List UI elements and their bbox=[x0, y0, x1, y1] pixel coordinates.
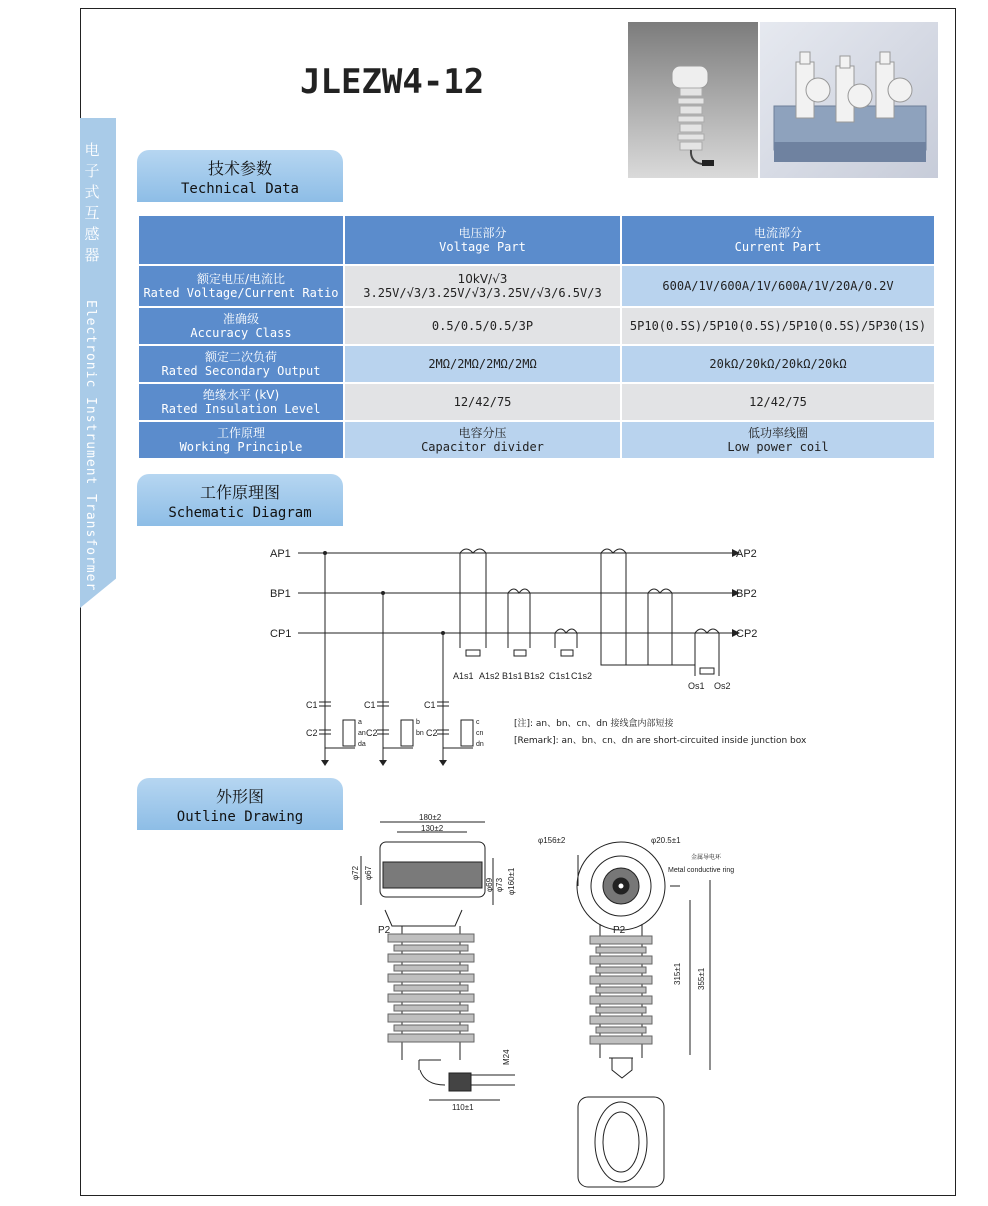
dim-label: φ67 bbox=[364, 865, 373, 880]
schematic-note-cn: [注]: an、bn、cn、dn 接线盒内部短接 bbox=[514, 719, 674, 729]
row-label: 绝缘水平 (kV) Rated Insulation Level bbox=[138, 383, 344, 421]
dim-label: φ69 bbox=[485, 877, 494, 892]
dim-label: φ72 bbox=[351, 865, 360, 880]
voltage-cell: 2MΩ/2MΩ/2MΩ/2MΩ bbox=[344, 345, 621, 383]
sidebar-en-label: Electronic Instrument Transformer bbox=[83, 300, 98, 592]
cap-label: C1 bbox=[306, 700, 318, 710]
section-technical-data: 技术参数 Technical Data bbox=[137, 150, 343, 202]
terminal-label: B1s2 bbox=[524, 671, 545, 681]
svg-text:c: c bbox=[476, 719, 480, 726]
dim-label: φ73 bbox=[495, 877, 504, 892]
voltage-cell: 电容分压 Capacitor divider bbox=[344, 421, 621, 459]
outline-side-sheds bbox=[388, 934, 474, 1042]
input-BP1: BP1 bbox=[270, 588, 291, 600]
sidebar-cn-label: 电 子 式 互 感 器 bbox=[84, 141, 100, 264]
outline-front-sheds bbox=[590, 936, 652, 1044]
dim-label: P2 bbox=[378, 925, 391, 936]
cap-label: C1 bbox=[364, 700, 376, 710]
dim-label: φ156±2 bbox=[538, 836, 566, 845]
terminal-label: A1s1 bbox=[453, 671, 474, 681]
svg-text:dn: dn bbox=[476, 741, 484, 748]
dim-label: φ160±1 bbox=[507, 867, 516, 895]
current-cell: 低功率线圈 Low power coil bbox=[621, 421, 935, 459]
dim-label: 355±1 bbox=[697, 967, 706, 990]
section-outline-drawing: 外形图 Outline Drawing bbox=[137, 778, 343, 830]
svg-text:a: a bbox=[358, 719, 362, 726]
dim-label: 315±1 bbox=[673, 962, 682, 985]
schematic-note-en: [Remark]: an、bn、cn、dn are short-circuited inside junction box bbox=[514, 736, 807, 746]
cap-label: C2 bbox=[366, 728, 378, 738]
cap-label: C1 bbox=[424, 700, 436, 710]
output-AP2: AP2 bbox=[736, 548, 757, 560]
current-cell: 20kΩ/20kΩ/20kΩ/20kΩ bbox=[621, 345, 935, 383]
dim-label: 180±2 bbox=[419, 813, 442, 822]
svg-text:an: an bbox=[358, 730, 366, 737]
row-label: 额定二次负荷 Rated Secondary Output bbox=[138, 345, 344, 383]
voltage-cell: 12/42/75 bbox=[344, 383, 621, 421]
input-AP1: AP1 bbox=[270, 548, 291, 560]
table-header-current: 电流部分 Current Part bbox=[621, 215, 935, 265]
terminal-label: B1s1 bbox=[502, 671, 523, 681]
dim-label: φ20.5±1 bbox=[651, 836, 681, 845]
dim-label: 130±2 bbox=[421, 824, 444, 833]
dim-label: P2 bbox=[613, 925, 626, 936]
svg-text:bn: bn bbox=[416, 730, 424, 737]
svg-text:b: b bbox=[416, 719, 420, 726]
dim-label: M24 bbox=[502, 1049, 511, 1065]
ring-label-cn: 金属导电环 bbox=[691, 855, 722, 861]
terminal-label: C1s2 bbox=[571, 671, 593, 681]
output-CP2: CP2 bbox=[736, 628, 758, 640]
row-label: 额定电压/电流比 Rated Voltage/Current Ratio bbox=[138, 265, 344, 307]
voltage-cell: 10kV/√3 3.25V/√3/3.25V/√3/3.25V/√3/6.5V/3 bbox=[344, 265, 621, 307]
outline-front-view bbox=[577, 842, 710, 1187]
terminal-label: C1s1 bbox=[549, 671, 571, 681]
input-CP1: CP1 bbox=[270, 628, 292, 640]
svg-text:da: da bbox=[358, 741, 366, 748]
terminal-label: A1s2 bbox=[479, 671, 500, 681]
dim-label: 110±1 bbox=[452, 1103, 474, 1112]
svg-text:cn: cn bbox=[476, 730, 484, 737]
ring-label-en: Metal conductive ring bbox=[668, 867, 735, 874]
current-cell: 12/42/75 bbox=[621, 383, 935, 421]
terminal-label: Os2 bbox=[714, 681, 731, 691]
current-cell: 5P10(0.5S)/5P10(0.5S)/5P10(0.5S)/5P30(1S) bbox=[621, 307, 935, 345]
section-schematic-diagram: 工作原理图 Schematic Diagram bbox=[137, 474, 343, 526]
product-title: JLEZW4-12 bbox=[300, 62, 485, 102]
terminal-label: Os1 bbox=[688, 681, 705, 691]
row-label: 工作原理 Working Principle bbox=[138, 421, 344, 459]
current-cell: 600A/1V/600A/1V/600A/1V/20A/0.2V bbox=[621, 265, 935, 307]
row-label: 准确级 Accuracy Class bbox=[138, 307, 344, 345]
voltage-cell: 0.5/0.5/0.5/3P bbox=[344, 307, 621, 345]
cap-label: C2 bbox=[426, 728, 438, 738]
cap-label: C2 bbox=[306, 728, 318, 738]
output-BP2: BP2 bbox=[736, 588, 757, 600]
table-header-voltage: 电压部分 Voltage Part bbox=[344, 215, 621, 265]
